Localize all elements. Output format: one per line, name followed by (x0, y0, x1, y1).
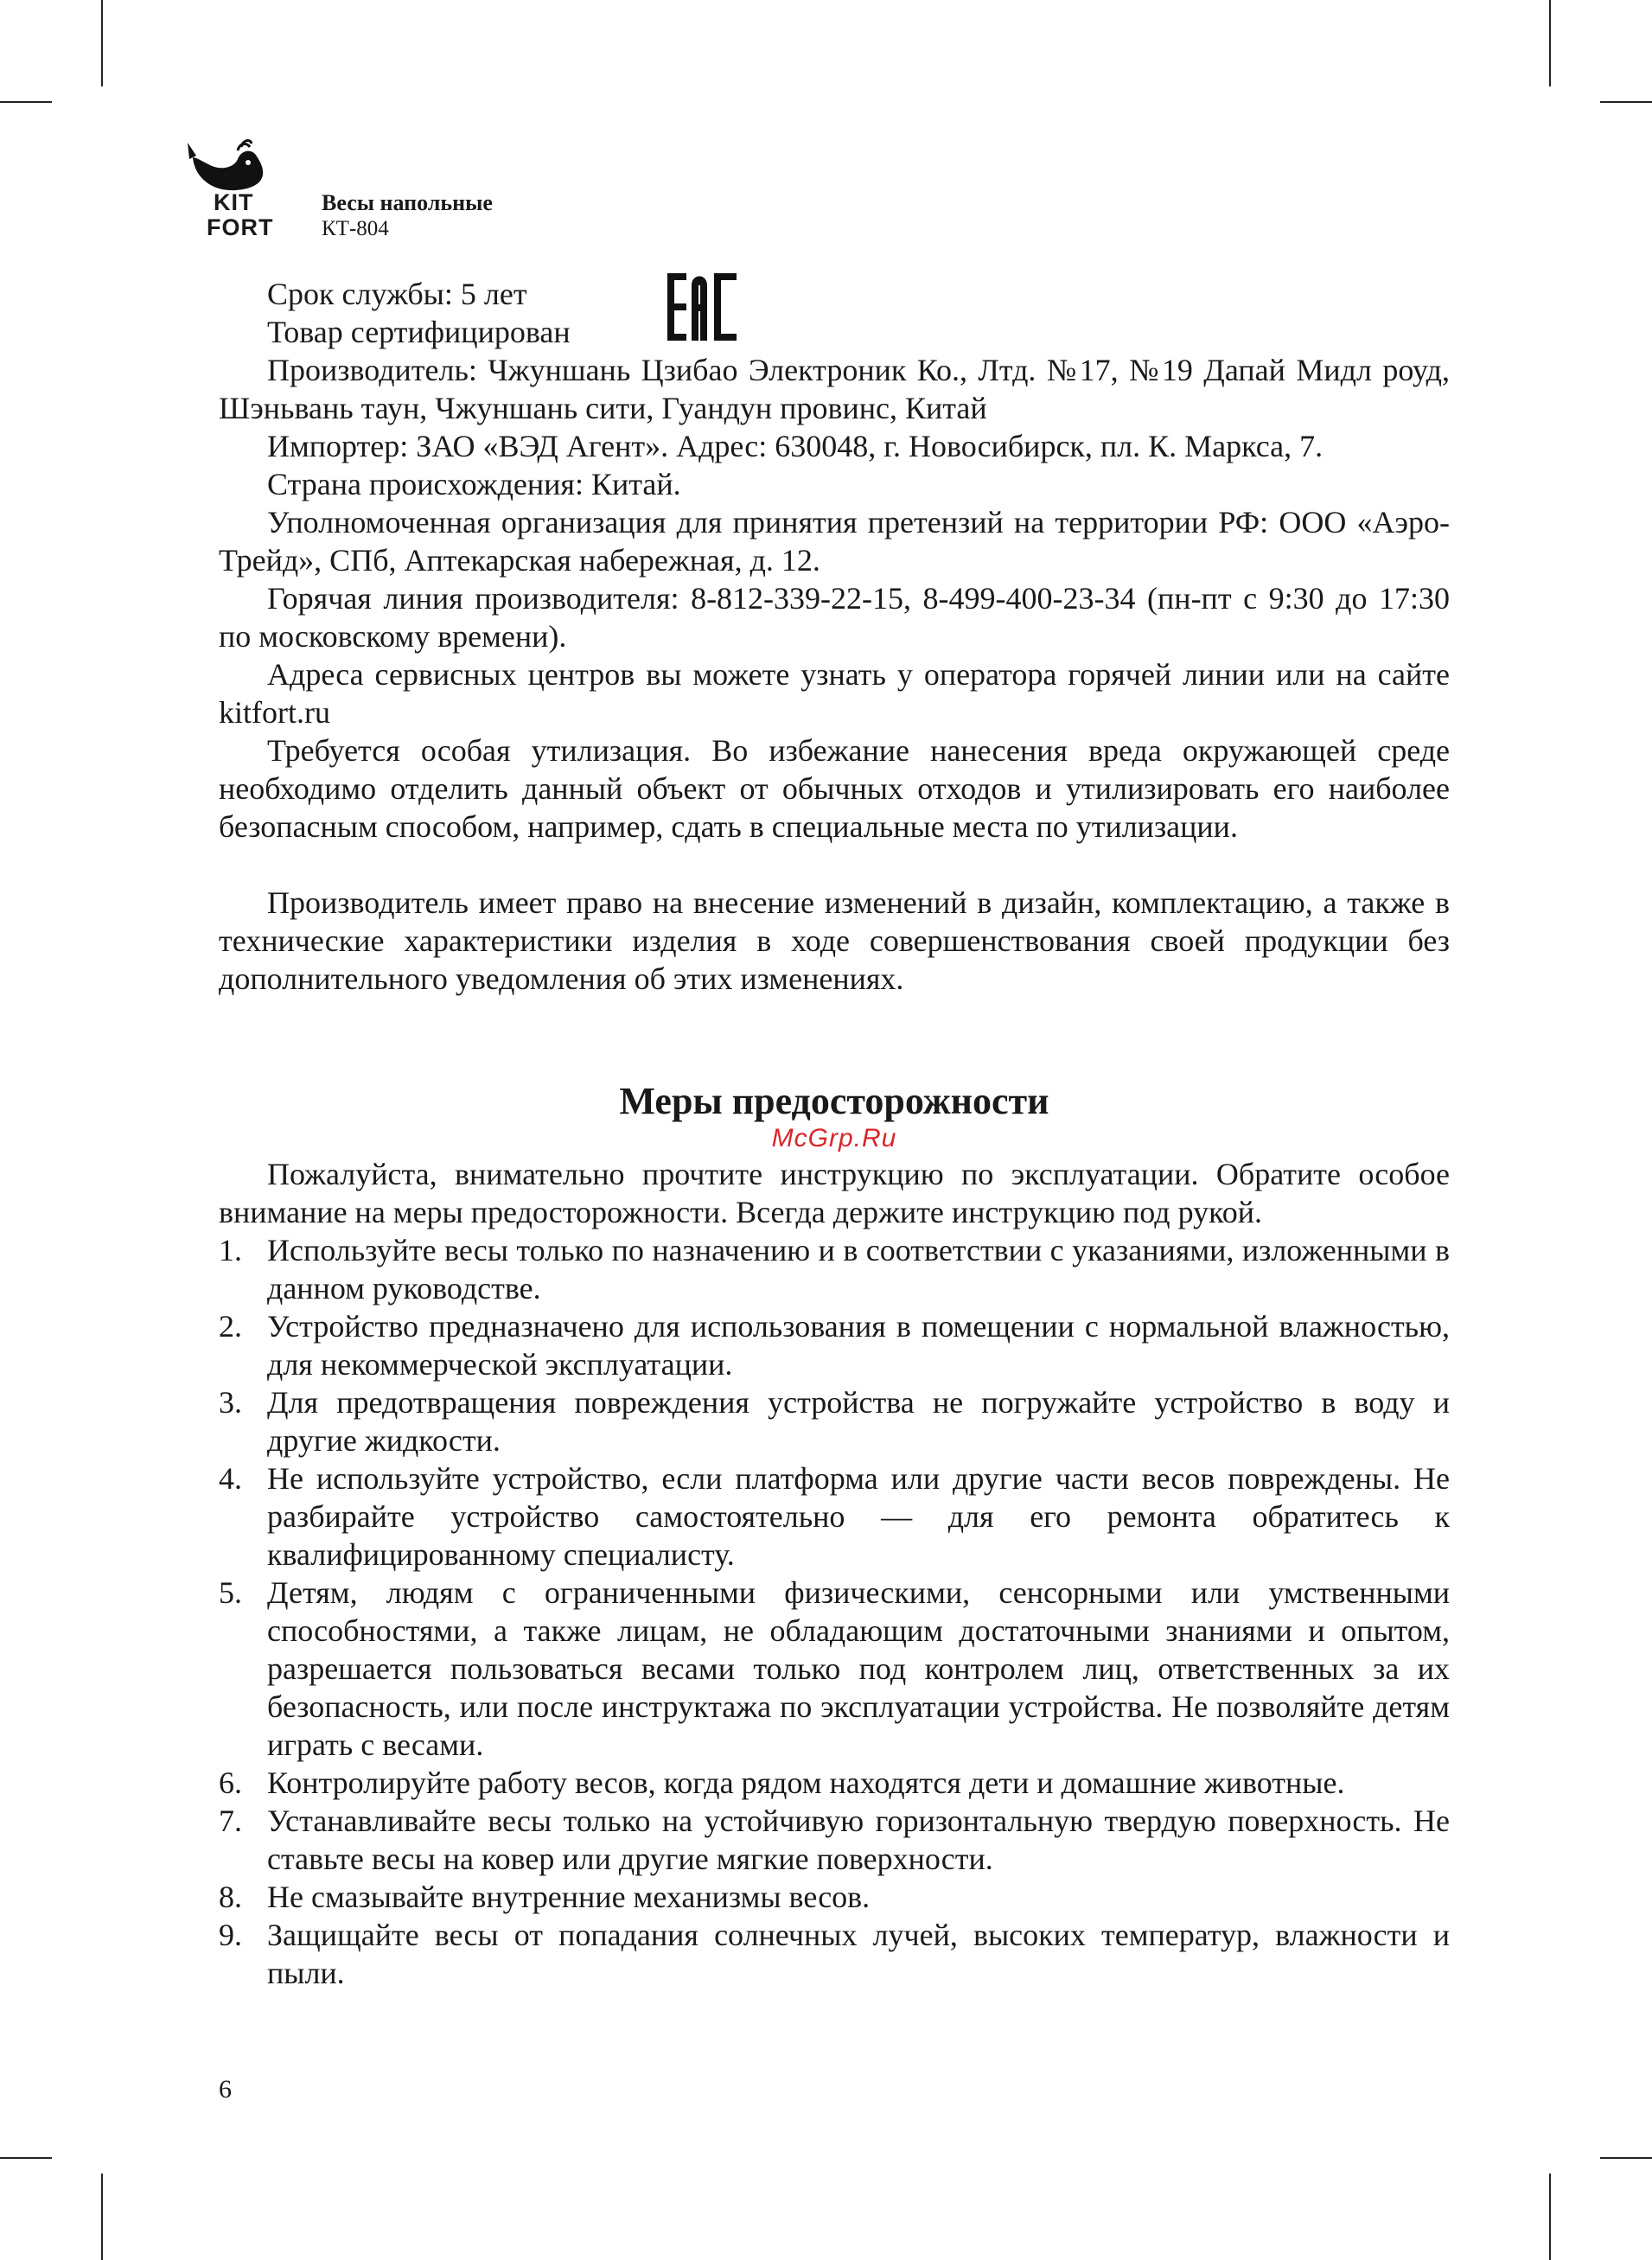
disposal-info: Требуется особая утилизация. Во избежание нанесения вреда окружающей среде необходимо отделить данный объект от обычных отходов и утилизировать его наиболее безопасным способом, например, сдать в специальные места по утилизации. (219, 733, 1450, 844)
crop-mark (1600, 2157, 1652, 2159)
list-item (219, 1307, 1450, 1383)
list-item (219, 1231, 1450, 1307)
list-item-number: 9. (219, 1918, 242, 1952)
document-body (219, 275, 1450, 1992)
list-item-number: 3. (219, 1385, 242, 1420)
crop-mark (0, 101, 52, 103)
product-model: КТ-804 (322, 217, 389, 240)
page-number: 6 (219, 2075, 232, 2104)
list-item (219, 1459, 1450, 1574)
list-item-number: 4. (219, 1461, 242, 1496)
precautions-intro: Пожалуйста, внимательно прочтите инструкцию по эксплуатации. Обратите особое внимание на меры предосторожности. Всегда держите инструкцию под рукой. (219, 1157, 1450, 1229)
importer-info: Импортер: ЗАО «ВЭД Агент». Адрес: 630048, г. Новосибирск, пл. К. Маркса, 7. (267, 429, 1324, 463)
product-title: Весы напольные (322, 190, 493, 215)
certified-note: Товар сертифицирован (267, 315, 571, 349)
crop-mark (0, 2157, 52, 2159)
list-item-number: 2. (219, 1309, 242, 1344)
crop-mark (101, 0, 103, 86)
manufacturer-info: Производитель: Чжуншань Цзибао Электроник Ко., Лтд. №17, №19 Дапай Мидл роуд, Шэньвань таун, Чжуншань сити, Гуандун провинс, Китай (219, 353, 1450, 425)
service-centers-info: Адреса сервисных центров вы можете узнать у оператора горячей линии или на сайте kitfort.ru (219, 657, 1450, 730)
list-item-text: Используйте весы только по назначению и в соответствии с указаниями, изложенными в данном руководстве. (267, 1233, 1450, 1306)
list-item-number: 1. (219, 1233, 242, 1267)
logo-text (207, 189, 274, 240)
list-item (219, 1574, 1450, 1764)
list-item-number: 7. (219, 1804, 242, 1838)
list-item (219, 1802, 1450, 1878)
hotline-info: Горячая линия производителя: 8-812-339-22-15, 8-499-400-23-34 (пн-пт с 9:30 до 17:30 по московскому времени). (219, 581, 1450, 654)
list-item (219, 1764, 1450, 1802)
list-item-text: Для предотвращения повреждения устройства не погружайте устройство в воду и другие жидкости. (267, 1385, 1450, 1458)
crop-mark (1549, 2174, 1551, 2260)
service-life: Срок службы: 5 лет (267, 277, 527, 311)
list-item-text: Не используйте устройство, если платформа или другие части весов повреждены. Не разбирайте устройство самостоятельно — для его ремонта обратитесь к квалифицированному специалисту. (267, 1461, 1450, 1572)
watermark: McGrp.Ru (771, 1124, 897, 1152)
list-item-text: Не смазывайте внутренние механизмы весов. (267, 1880, 871, 1914)
authorized-org-info: Уполномоченная организация для принятия претензий на территории РФ: ООО «Аэро-Трейд», СПб, Аптекарская набережная, д. 12. (219, 505, 1450, 578)
list-item (219, 1916, 1450, 1992)
logo-line-1: KIT (214, 189, 254, 215)
changes-notice: Производитель имеет право на внесение изменений в дизайн, комплектацию, а также в технические характеристики изделия в ходе совершенствования своей продукции без дополнительного уведомления об этих изменениях. (219, 885, 1450, 996)
list-item-text: Устанавливайте весы только на устойчивую горизонтальную твердую поверхность. Не ставьте весы на ковер или другие мягкие поверхности. (267, 1804, 1450, 1876)
list-item-number: 6. (219, 1765, 242, 1800)
list-item-text: Защищайте весы от попадания солнечных лучей, высоких температур, влажности и пыли. (267, 1918, 1450, 1990)
crop-mark (1600, 101, 1652, 103)
section-heading: Меры предосторожности (619, 1080, 1049, 1122)
origin-info: Страна происхождения: Китай. (267, 467, 681, 501)
precautions-list (219, 1231, 1450, 1992)
list-item-text: Детям, людям с ограниченными физическими, сенсорными или умственными способностями, а также лицам, не обладающим достаточными знаниями и опытом, разрешается пользоваться весами только под контролем лиц, ответственных за их безопасность, или после инструктажа по эксплуатации устройства. Не позволяйте детям играть с весами. (267, 1575, 1450, 1762)
list-item-text: Устройство предназначено для использования в помещении с нормальной влажностью, для некоммерческой эксплуатации. (267, 1309, 1450, 1382)
logo-line-2: FORT (207, 214, 274, 240)
list-item (219, 1383, 1450, 1459)
list-item-text: Контролируйте работу весов, когда рядом находятся дети и домашние животные. (267, 1765, 1345, 1800)
crop-mark (101, 2174, 103, 2260)
list-item-number: 5. (219, 1575, 242, 1610)
list-item-number: 8. (219, 1880, 242, 1914)
crop-mark (1549, 0, 1551, 86)
list-item (219, 1878, 1450, 1916)
